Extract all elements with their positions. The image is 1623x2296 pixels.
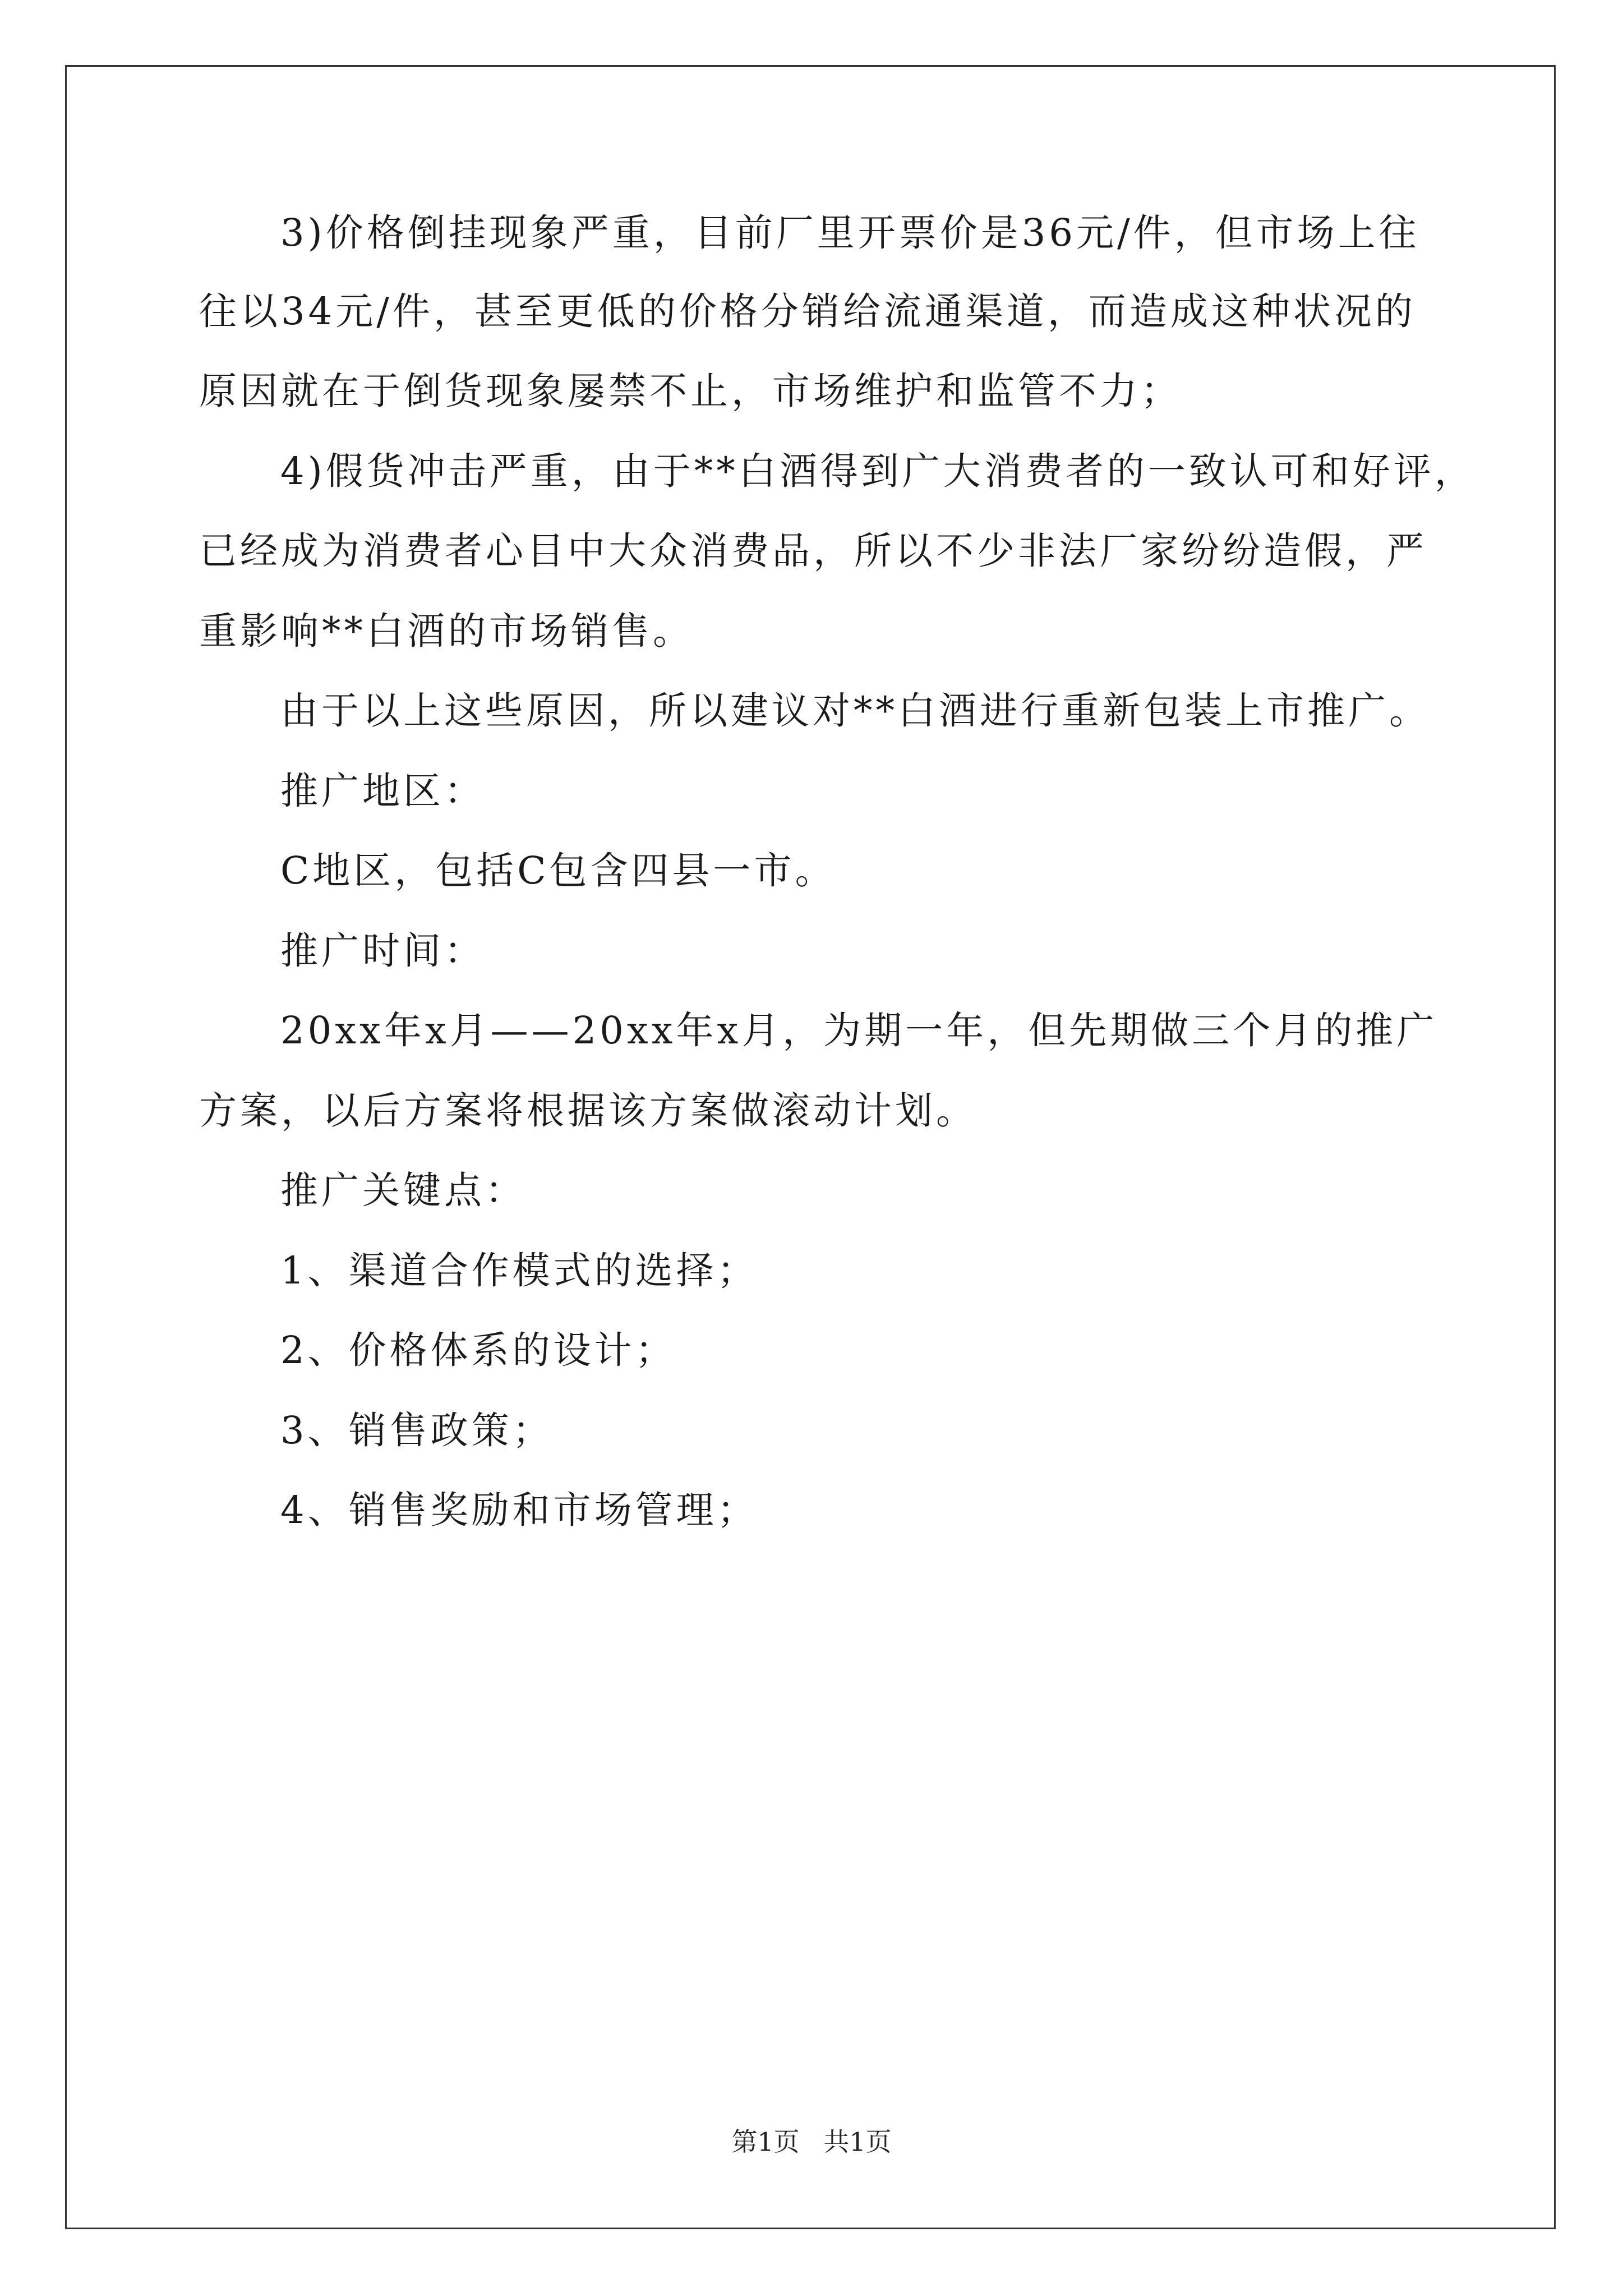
- page-total: 共1页: [823, 2127, 892, 2157]
- paragraph-line: 原因就在于倒货现象屡禁不止，市场维护和监管不力；: [199, 369, 1182, 413]
- paragraph-line: 4)假货冲击严重，由于**白酒得到广大消费者的一致认可和好评，: [280, 449, 1476, 493]
- paragraph-line: C地区，包括C包含四县一市。: [280, 849, 836, 892]
- paragraph-line: 由于以上这些原因，所以建议对**白酒进行重新包装上市推广。: [280, 689, 1430, 733]
- list-item: 2、价格体系的设计；: [280, 1328, 676, 1372]
- section-heading: 推广地区：: [280, 769, 485, 813]
- paragraph-line: 往以34元/件，甚至更低的价格分销给流通渠道，而造成这种状况的: [199, 289, 1416, 333]
- list-item: 3、销售政策；: [280, 1409, 554, 1452]
- page-number: 第1页: [731, 2127, 800, 2157]
- section-heading: 推广关键点：: [280, 1168, 526, 1212]
- paragraph-line: 20xx年x月——20xx年x月，为期一年，但先期做三个月的推广: [280, 1009, 1438, 1052]
- list-item: 4、销售奖励和市场管理；: [280, 1488, 758, 1532]
- paragraph-line: 方案，以后方案将根据该方案做滚动计划。: [199, 1089, 977, 1133]
- paragraph-line: 重影响**白酒的市场销售。: [199, 609, 694, 653]
- page-footer: [0, 2126, 1623, 2157]
- list-item: 1、渠道合作模式的选择；: [280, 1249, 758, 1292]
- section-heading: 推广时间：: [280, 929, 485, 973]
- paragraph-line: 3)价格倒挂现象严重，目前厂里开票价是36元/件，但市场上往: [280, 211, 1420, 255]
- paragraph-line: 已经成为消费者心目中大众消费品，所以不少非法厂家纷纷造假，严: [199, 529, 1427, 573]
